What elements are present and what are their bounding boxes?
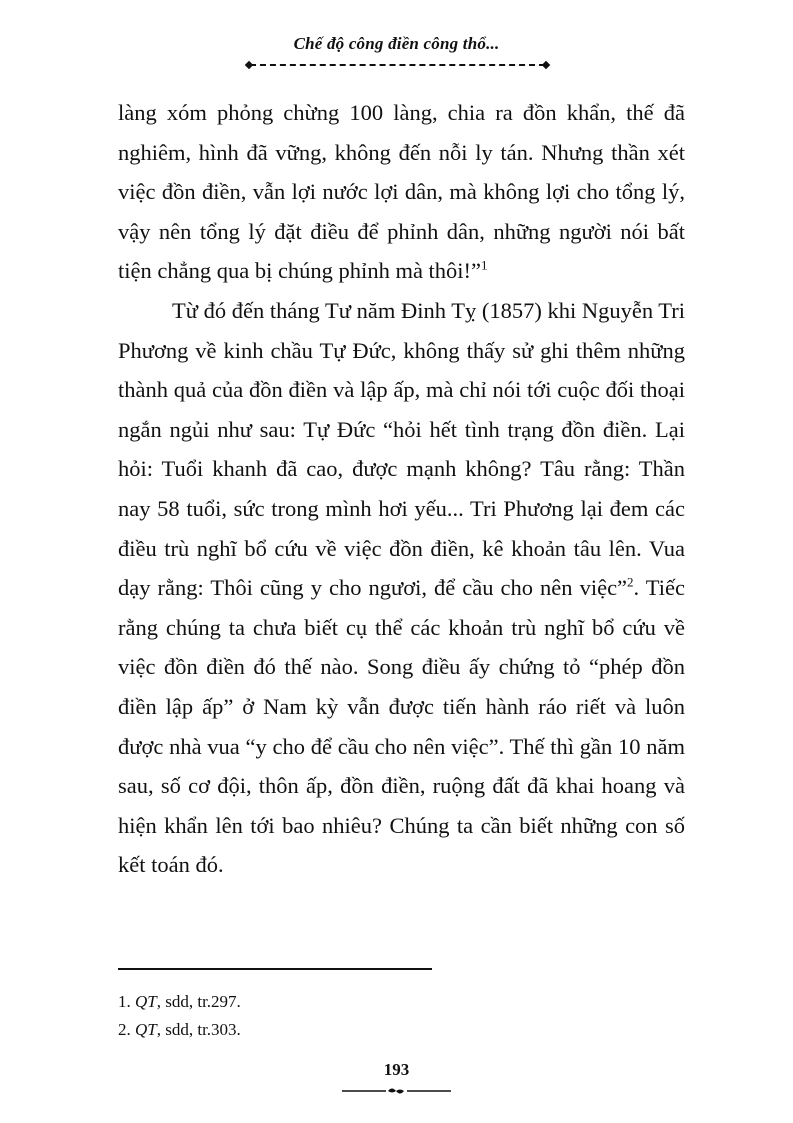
- footnote-2-number: 2.: [118, 1020, 131, 1039]
- footnote-ref-1: 1: [481, 257, 488, 273]
- footnote-1-detail: , sdd, tr.297.: [156, 992, 241, 1011]
- footnotes: [118, 988, 618, 1044]
- footnote-ref-2: 2: [627, 574, 634, 590]
- footnote-2: [118, 1016, 618, 1044]
- paragraph-2-text-a: Từ đó đến tháng Tư năm Đinh Tỵ (1857) khi Nguyễn Tri Phương về kinh chầu Tự Đức, không thấy sử ghi thêm những thành quả của đồn điền và lập ấp, mà chỉ nói tới cuộc đối thoại ngắn ngủi như sau: Tự Đức “hỏi hết tình trạng đồn điền. Lại hỏi: Tuổi khanh đã cao, được mạnh không? Tâu rằng: Thần nay 58 tuổi, sức trong mình hơi yếu... Tri Phương lại đem các điều trù nghĩ bổ cứu về việc đồn điền, kê khoản tâu lên. Vua dạy rằng: Thôi cũng y cho ngươi, để cầu cho nên việc”: [118, 297, 685, 601]
- footnote-2-detail: , sdd, tr.303.: [156, 1020, 241, 1039]
- footnote-1: [118, 988, 618, 1016]
- paragraph-1-text: làng xóm phỏng chừng 100 làng, chia ra đồn khẩn, thế đã nghiêm, hình đã vững, không đến nỗi ly tán. Nhưng thần xét việc đồn điền, vẫn lợi nước lợi dân, mà không lợi cho tổng lý, vậy nên tổng lý đặt điều để phỉnh dân, những người nói bất tiện chẳng qua bị chúng phỉnh mà thôi!”: [118, 100, 685, 284]
- page-number-ornament: [340, 1086, 453, 1096]
- page-number: 193: [383, 1060, 410, 1079]
- footnote-2-source: QT: [135, 1020, 157, 1039]
- footnote-1-source: QT: [135, 992, 157, 1011]
- running-head: Chế độ công điền công thổ...: [293, 34, 500, 53]
- body-text: [118, 93, 685, 885]
- footnote-1-number: 1.: [118, 992, 131, 1011]
- paragraph-1: [118, 93, 685, 291]
- paragraph-2-text-b: . Tiếc rằng chúng ta chưa biết cụ thể các khoản trù nghĩ bổ cứu về việc đồn điền đó thế nào. Song điều ấy chứng tỏ “phép đồn điền lập ấp” ở Nam kỳ vẫn được tiến hành ráo riết và luôn được nhà vua “y cho để cầu cho nên việc”. Thế thì gần 10 năm sau, số cơ đội, thôn ấp, đồn điền, ruộng đất đã khai hoang và hiện khẩn lên tới bao nhiêu? Chúng ta cần biết những con số kết toán đó.: [118, 575, 685, 878]
- header-ornament-rule: [250, 64, 545, 66]
- footnote-rule: [118, 968, 432, 970]
- paragraph-2: [118, 291, 685, 885]
